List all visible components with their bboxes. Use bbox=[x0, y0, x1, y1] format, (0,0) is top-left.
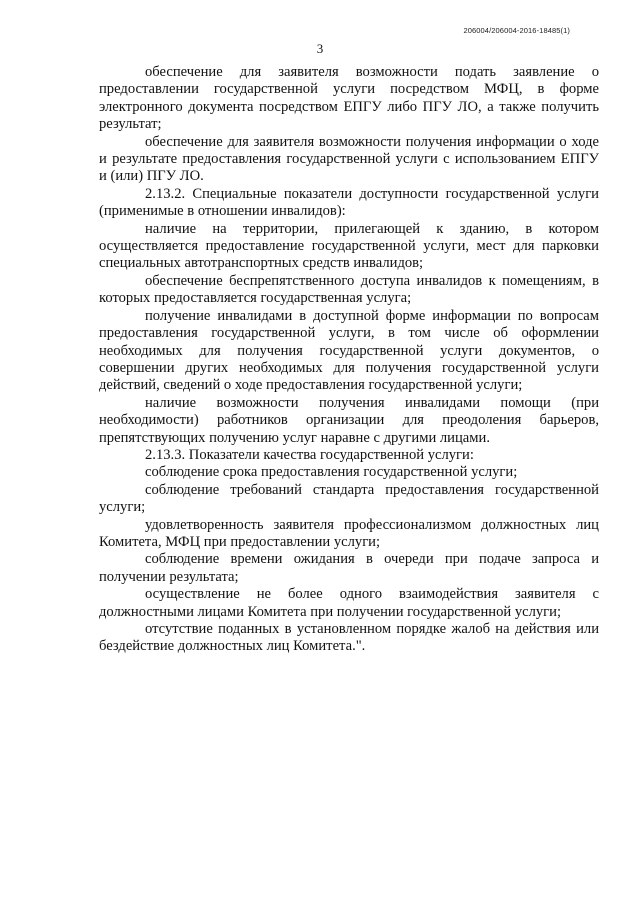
paragraph-epgu-submission: обеспечение для заявителя возможности подать заявление о предоставлении государственной услуги посредством МФЦ, в форме электронного документа посредством ЕПГУ либо ПГУ ЛО, а также получить результат; bbox=[99, 64, 599, 133]
paragraph-single-interaction: осуществление не более одного взаимодействия заявителя с должностными лицами Комитета при получении государственной услуги; bbox=[99, 586, 599, 620]
document-id: 206004/206004-2016-18485(1) bbox=[463, 26, 570, 35]
section-heading-2-13-3: 2.13.3. Показатели качества государственной услуги: bbox=[145, 446, 474, 463]
paragraph-standard: соблюдение требований стандарта предоставления государственной услуги; bbox=[99, 481, 599, 516]
section-heading-2-13-2: 2.13.2. Специальные показатели доступности государственной услуги (применимые в отношении инвалидов): bbox=[99, 185, 599, 220]
paragraph-assistance: наличие возможности получения инвалидами помощи (при необходимости) работников организации для преодоления барьеров, препятствующих получению услуг наравне с другими лицами. bbox=[99, 394, 599, 446]
paragraph-waiting-time: соблюдение времени ожидания в очереди при подаче запроса и получении результата; bbox=[99, 551, 599, 585]
paragraph-no-complaints: отсутствие поданных в установленном порядке жалоб на действия или бездействие должностных лиц Комитета.". bbox=[99, 621, 599, 655]
document-body bbox=[99, 64, 599, 656]
paragraph-progress-info: обеспечение для заявителя возможности получения информации о ходе и результате предоставления государственной услуги с использованием ЕПГУ и (или) ПГУ ЛО. bbox=[99, 133, 599, 185]
paragraph-accessible-info: получение инвалидами в доступной форме информации по вопросам предоставления государственной услуги, в том числе об оформлении необходимых для получения государственной услуги документов, о совершении других необходимых для получения государственной услуги действий, сведений о ходе предоставления государственной услуги; bbox=[99, 307, 599, 394]
page-number: 3 bbox=[316, 41, 324, 56]
paragraph-deadline: соблюдение срока предоставления государственной услуги; bbox=[145, 464, 518, 481]
paragraph-access: обеспечение беспрепятственного доступа инвалидов к помещениям, в которых предоставляется государственная услуга; bbox=[99, 272, 599, 307]
paragraph-parking: наличие на территории, прилегающей к зданию, в котором осуществляется предоставление государственной услуги, мест для парковки специальных автотранспортных средств инвалидов; bbox=[99, 220, 599, 272]
paragraph-satisfaction: удовлетворенность заявителя профессионализмом должностных лиц Комитета, МФЦ при предоставлении услуги; bbox=[99, 516, 599, 550]
